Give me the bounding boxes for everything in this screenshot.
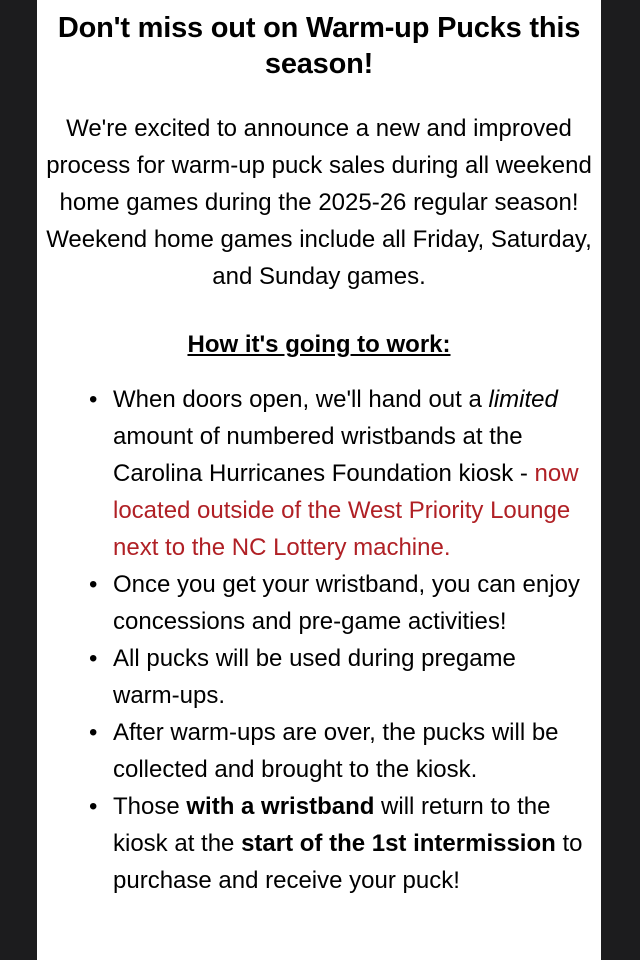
list-item-text: start of the 1st intermission: [241, 830, 556, 857]
list-item-text: will return to the kiosk at the: [113, 793, 551, 857]
section-heading: How it's going to work:: [187, 331, 451, 358]
list-item: [37, 714, 601, 788]
list-item: [37, 788, 601, 899]
list-item-text: All pucks will be used during pregame warm-ups.: [113, 645, 516, 709]
list-item-text: with a wristband: [186, 793, 375, 820]
list-item-text: now located outside of the West Priority Lounge next to the NC Lottery machine.: [113, 460, 579, 561]
list-item: [37, 381, 601, 566]
list-item: [37, 566, 601, 640]
list-item-text: Those: [113, 793, 187, 820]
list-item-text: After warm-ups are over, the pucks will be collected and brought to the kiosk.: [113, 719, 559, 783]
list-item-text: to purchase and receive your puck!: [113, 830, 583, 894]
letterbox-bar-left: [0, 0, 37, 960]
letterbox-bar-right: [601, 0, 640, 960]
list-item: [37, 640, 601, 714]
list-item-text: limited: [488, 386, 558, 413]
steps-list: [37, 359, 601, 899]
intro-paragraph: We're excited to announce a new and improved process for warm-up puck sales during all weekend home games during the 2025-26 regular season! Weekend home games include all Friday, Saturday, and Sunday games.: [46, 115, 592, 290]
list-item-text: amount of numbered wristbands at the Carolina Hurricanes Foundation kiosk -: [113, 423, 535, 487]
announcement-page: [37, 0, 601, 960]
page-title: Don't miss out on Warm-up Pucks this season!: [57, 12, 581, 80]
list-item-text: Once you get your wristband, you can enjoy concessions and pre-game activities!: [113, 571, 580, 635]
list-item-text: When doors open, we'll hand out a: [113, 386, 489, 413]
